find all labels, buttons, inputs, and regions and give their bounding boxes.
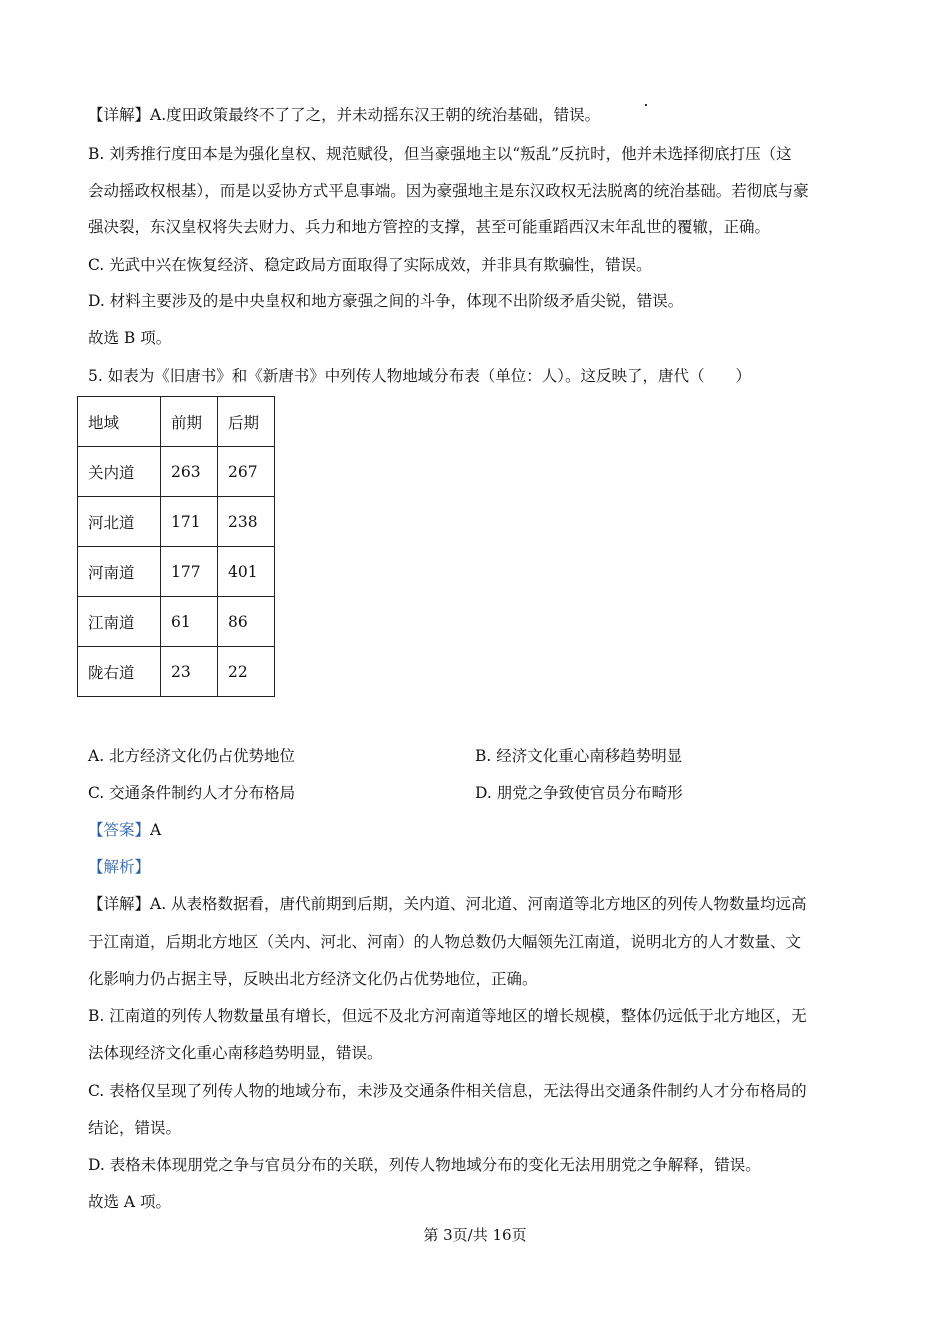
table-row <box>78 447 275 497</box>
table-cell: 238 <box>218 497 275 547</box>
answer-label: 【答案】 <box>88 821 151 839</box>
table-cell: 河南道 <box>78 547 161 597</box>
table-cell: 263 <box>161 447 218 497</box>
table-header-row <box>78 397 275 447</box>
table-cell: 陇右道 <box>78 647 161 697</box>
table-header-cell: 后期 <box>218 397 275 447</box>
explanation-line: 结论，错误。 <box>88 1119 182 1137</box>
table-row <box>78 647 275 697</box>
table-cell: 23 <box>161 647 218 697</box>
explanation-line: D. 表格未体现朋党之争与官员分布的关联，列传人物地域分布的变化无法用朋党之争解释，错误。 <box>88 1156 761 1174</box>
table-row <box>78 547 275 597</box>
answer-value: A <box>150 821 162 839</box>
table-row <box>78 497 275 547</box>
table-cell: 171 <box>161 497 218 547</box>
explanation-line: C. 表格仅呈现了列传人物的地域分布，未涉及交通条件相关信息，无法得出交通条件制约人才分布格局的 <box>88 1082 807 1100</box>
distribution-table <box>77 396 275 697</box>
prev-explanation-d: D. 材料主要涉及的是中央皇权和地方豪强之间的斗争，体现不出阶级矛盾尖锐，错误。 <box>88 292 684 310</box>
prev-conclusion: 故选 B 项。 <box>88 329 172 347</box>
prev-explanation-b-line1: B. 刘秀推行度田本是为强化皇权、规范赋役，但当豪强地主以“叛乱”反抗时，他并未选择彻底打压（这 <box>88 145 792 163</box>
table-cell: 401 <box>218 547 275 597</box>
prev-explanation-b-line3: 强决裂，东汉皇权将失去财力、兵力和地方管控的支撑，甚至可能重蹈西汉末年乱世的覆辙，正确。 <box>88 218 771 236</box>
table-header-cell: 前期 <box>161 397 218 447</box>
option-d: D. 朋党之争致使官员分布畸形 <box>475 784 683 802</box>
table-cell: 关内道 <box>78 447 161 497</box>
table-cell: 江南道 <box>78 597 161 647</box>
explanation-line: 于江南道，后期北方地区（关内、河北、河南）的人物总数仍大幅领先江南道，说明北方的人才数量、文 <box>88 933 802 951</box>
prev-explanation-c: C. 光武中兴在恢复经济、稳定政局方面取得了实际成效，并非具有欺骗性，错误。 <box>88 256 652 274</box>
prev-explanation-a: 【详解】A.度田政策最终不了了之，并未动摇东汉王朝的统治基础，错误。 <box>88 106 601 124</box>
table-cell: 267 <box>218 447 275 497</box>
option-c: C. 交通条件制约人才分布格局 <box>88 784 296 802</box>
option-b: B. 经济文化重心南移趋势明显 <box>475 747 683 765</box>
conclusion-line: 故选 A 项。 <box>88 1193 172 1211</box>
stray-mark <box>645 104 647 106</box>
option-a: A. 北方经济文化仍占优势地位 <box>88 747 296 765</box>
explanation-line: B. 江南道的列传人物数量虽有增长，但远不及北方河南道等地区的增长规模，整体仍远低于北方地区，无 <box>88 1007 807 1025</box>
table-row <box>78 597 275 647</box>
analysis-label: 【解析】 <box>88 858 151 876</box>
prev-explanation-b-line2: 会动摇政权根基），而是以妥协方式平息事端。因为豪强地主是东汉政权无法脱离的统治基础。若彻底与豪 <box>88 182 809 200</box>
table-cell: 61 <box>161 597 218 647</box>
explanation-line: 法体现经济文化重心南移趋势明显，错误。 <box>88 1044 383 1062</box>
table-cell: 22 <box>218 647 275 697</box>
question-stem: 5. 如表为《旧唐书》和《新唐书》中列传人物地域分布表（单位：人）。这反映了，唐代（ ） <box>88 367 751 385</box>
table-cell: 86 <box>218 597 275 647</box>
table-header-cell: 地域 <box>78 397 161 447</box>
answer-line <box>88 819 161 841</box>
table-cell: 177 <box>161 547 218 597</box>
explanation-line: 化影响力仍占据主导，反映出北方经济文化仍占优势地位，正确。 <box>88 970 538 988</box>
table-cell: 河北道 <box>78 497 161 547</box>
page-footer: 第 3页/共 16页 <box>423 1226 527 1244</box>
explanation-line: 【详解】A. 从表格数据看，唐代前期到后期，关内道、河北道、河南道等北方地区的列传人物数量均远高 <box>88 895 807 913</box>
